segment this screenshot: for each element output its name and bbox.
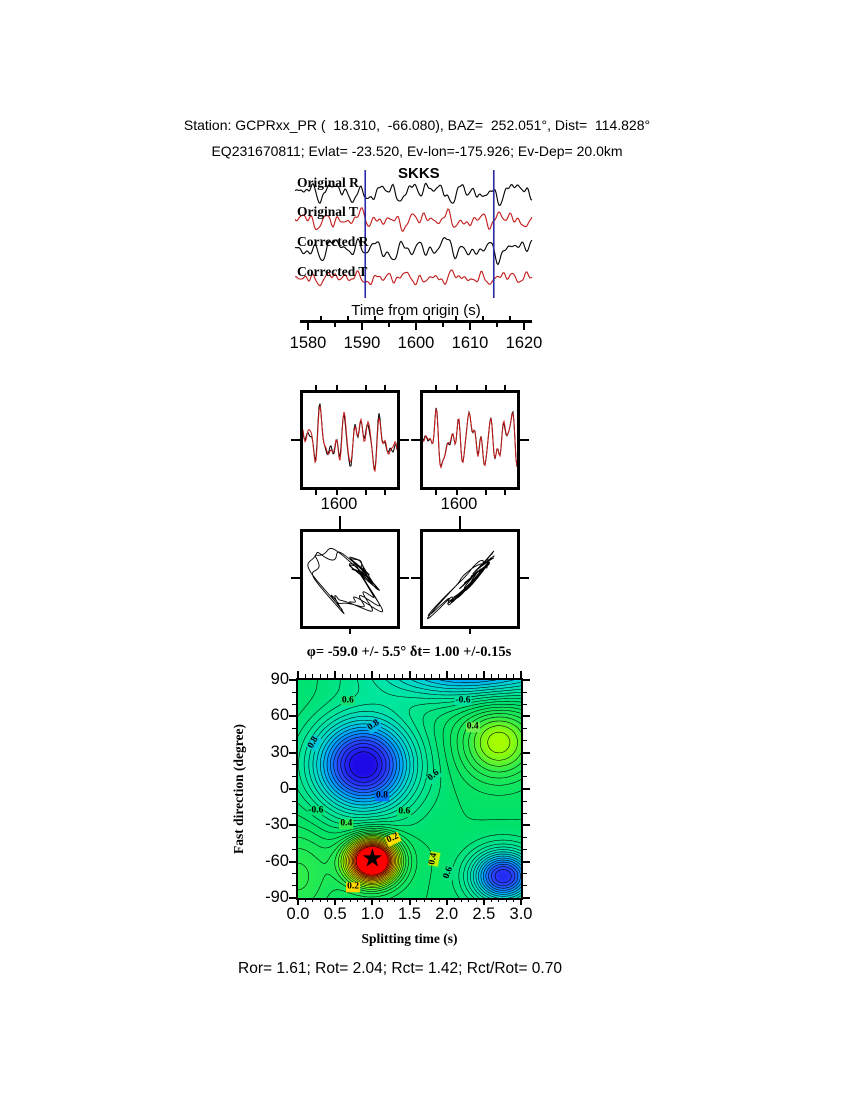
- tick-mark: [292, 776, 296, 777]
- tick-mark: [292, 837, 296, 838]
- tick-mark: [523, 873, 527, 874]
- tick-mark: [357, 674, 358, 678]
- contour-y-axis-label: Fast direction (degree): [231, 724, 246, 854]
- tick-mark: [335, 898, 336, 902]
- tick-mark: [335, 674, 336, 678]
- tick-mark: [431, 674, 432, 678]
- tick-mark: [292, 825, 296, 826]
- contour-x-tick-label: 2.5: [472, 905, 496, 923]
- tick-mark: [364, 674, 365, 678]
- contour-x-tick-label: 3.0: [509, 905, 533, 923]
- tick-mark: [523, 861, 527, 862]
- tick-mark: [523, 680, 527, 681]
- tick-mark: [400, 439, 409, 441]
- phase-label: SKKS: [398, 165, 440, 182]
- tick-mark: [387, 898, 388, 902]
- tick-mark: [469, 629, 471, 634]
- tick-mark: [469, 323, 471, 330]
- tick-mark: [483, 674, 484, 678]
- contour-value-label: 0.8: [376, 790, 388, 801]
- tick-mark: [521, 674, 522, 678]
- tick-mark: [424, 898, 425, 902]
- tick-mark: [456, 385, 458, 390]
- tick-mark: [292, 728, 296, 729]
- tick-mark: [292, 704, 296, 705]
- tick-mark: [435, 385, 437, 390]
- particle-motion-plot-uncorrected: [303, 532, 397, 626]
- tick-mark: [523, 764, 527, 765]
- tick-mark: [521, 898, 522, 902]
- tick-mark: [387, 674, 388, 678]
- tick-mark: [361, 323, 363, 330]
- contour-y-tick-label: -90: [265, 888, 289, 906]
- contour-y-tick-label: 30: [270, 742, 289, 761]
- contour-y-tick-label: 90: [270, 670, 289, 688]
- trace-label-original-r: Original R: [297, 175, 359, 190]
- time-axis-tick-label: 1600: [397, 334, 435, 352]
- tick-mark: [292, 716, 296, 717]
- tick-mark: [523, 323, 525, 330]
- tick-mark: [415, 323, 417, 330]
- tick-mark: [523, 740, 527, 741]
- contour-y-tick-label: -30: [265, 815, 289, 834]
- tick-mark: [372, 898, 373, 902]
- tick-mark: [468, 898, 469, 902]
- contour-x-axis-label: Splitting time (s): [361, 931, 458, 946]
- best-solution-star-icon: ★: [361, 844, 384, 873]
- time-axis-tick-label: 1620: [505, 334, 543, 352]
- tick-mark: [292, 861, 296, 862]
- tick-mark: [402, 898, 403, 902]
- tick-mark: [435, 490, 437, 495]
- tick-mark: [350, 898, 351, 902]
- time-axis-tick-label: 1610: [451, 334, 489, 352]
- contour-value-label: 0.8: [365, 717, 382, 733]
- particle-motion-box-corrected: [420, 529, 520, 629]
- tick-mark: [523, 789, 527, 790]
- waveform-comparison-box-corrected: [420, 390, 520, 490]
- tick-mark: [523, 716, 527, 717]
- tick-mark: [409, 898, 410, 902]
- contour-y-tick-label: 0: [279, 779, 289, 797]
- tick-mark: [416, 674, 417, 678]
- tick-mark: [305, 898, 306, 902]
- contour-frame: [296, 678, 523, 900]
- trace-label-original-t: Original T: [297, 204, 358, 219]
- tick-mark: [461, 674, 462, 678]
- tick-mark: [523, 813, 527, 814]
- tick-mark: [384, 385, 386, 390]
- error-surface-contour-plot: [298, 680, 521, 898]
- comparison-tick-label-left: 1600: [320, 495, 358, 513]
- tick-mark: [513, 674, 514, 678]
- tick-mark: [409, 674, 410, 678]
- contour-y-tick-label: -60: [265, 851, 289, 870]
- tick-mark: [339, 516, 341, 529]
- tick-mark: [523, 885, 527, 886]
- tick-mark: [342, 898, 343, 902]
- contour-value-label: 0.8: [306, 734, 321, 751]
- tick-mark: [315, 490, 317, 495]
- tick-mark: [454, 674, 455, 678]
- tick-mark: [292, 801, 296, 802]
- contour-x-tick-label: 1.5: [398, 905, 421, 923]
- tick-mark: [400, 577, 409, 579]
- tick-mark: [298, 898, 299, 902]
- contour-value-label: 0.6: [441, 865, 455, 880]
- tick-mark: [476, 898, 477, 902]
- contour-value-label: 0.2: [385, 830, 401, 846]
- tick-mark: [442, 323, 444, 327]
- tick-mark: [523, 837, 527, 838]
- tick-mark: [520, 577, 529, 579]
- tick-mark: [327, 898, 328, 902]
- tick-mark: [483, 898, 484, 902]
- tick-mark: [292, 898, 296, 899]
- contour-value-label: 0.4: [466, 721, 479, 732]
- particle-motion-plot-corrected: [423, 532, 517, 626]
- tick-mark: [292, 752, 296, 753]
- event-info-line: EQ231670811; Evlat= -23.520, Ev-lon=-175.926; Ev-Dep= 20.0km: [211, 143, 623, 159]
- tick-mark: [372, 674, 373, 678]
- tick-mark: [320, 674, 321, 678]
- tick-mark: [439, 674, 440, 678]
- tick-mark: [496, 323, 498, 327]
- tick-mark: [523, 849, 527, 850]
- tick-mark: [523, 692, 527, 693]
- tick-mark: [312, 898, 313, 902]
- contour-value-label: 0.2: [347, 881, 359, 892]
- contour-value-label: 0.4: [427, 852, 440, 866]
- tick-mark: [459, 516, 461, 529]
- tick-mark: [476, 674, 477, 678]
- goodness-stats-line: Ror= 1.61; Rot= 2.04; Rct= 1.42; Rct/Rot= 0.70: [238, 960, 562, 977]
- tick-mark: [523, 898, 527, 899]
- contour-result-title: φ= -59.0 +/- 5.5° δt= 1.00 +/-0.15s: [306, 644, 512, 660]
- tick-mark: [416, 898, 417, 902]
- contour-value-label: 0.6: [425, 767, 442, 783]
- tick-mark: [291, 577, 300, 579]
- tick-mark: [312, 674, 313, 678]
- tick-mark: [468, 674, 469, 678]
- tick-mark: [292, 849, 296, 850]
- tick-mark: [292, 885, 296, 886]
- time-axis-tick-label: 1580: [289, 334, 327, 352]
- contour-value-label: -0.6: [455, 694, 471, 705]
- tick-mark: [384, 490, 386, 495]
- tick-mark: [523, 752, 527, 753]
- tick-mark: [491, 674, 492, 678]
- tick-mark: [439, 898, 440, 902]
- tick-mark: [491, 898, 492, 902]
- tick-mark: [394, 898, 395, 902]
- tick-mark: [411, 577, 420, 579]
- contour-value-label: 0.4: [340, 818, 353, 829]
- tick-mark: [498, 898, 499, 902]
- tick-mark: [523, 728, 527, 729]
- contour-value-label: 0.6: [341, 694, 354, 705]
- tick-mark: [292, 873, 296, 874]
- tick-mark: [402, 674, 403, 678]
- tick-mark: [504, 385, 506, 390]
- contour-x-tick-label: 0.5: [323, 905, 347, 923]
- tick-mark: [485, 385, 487, 390]
- tick-mark: [506, 898, 507, 902]
- tick-mark: [336, 490, 338, 495]
- tick-mark: [320, 898, 321, 902]
- waveform-comparison-plot-corrected: [423, 393, 517, 487]
- trace-label-corrected-r: Corrected R: [297, 234, 369, 249]
- time-axis-title: Time from origin (s): [351, 302, 481, 319]
- tick-mark: [379, 898, 380, 902]
- comparison-tick-label-right: 1600: [440, 495, 478, 513]
- contour-x-tick-label: 1.0: [360, 905, 384, 923]
- tick-mark: [523, 801, 527, 802]
- tick-mark: [454, 898, 455, 902]
- station-info-line: Station: GCPRxx_PR ( 18.310, -66.080), BAZ= 252.051°, Dist= 114.828°: [183, 117, 651, 133]
- tick-mark: [446, 898, 447, 902]
- tick-mark: [523, 776, 527, 777]
- tick-mark: [327, 674, 328, 678]
- trace-label-corrected-t: Corrected T: [297, 264, 368, 279]
- tick-mark: [292, 764, 296, 765]
- tick-mark: [334, 323, 336, 327]
- tick-mark: [336, 385, 338, 390]
- tick-mark: [388, 323, 390, 327]
- tick-mark: [424, 674, 425, 678]
- contour-x-tick-label: 0.0: [286, 905, 310, 923]
- tick-mark: [292, 740, 296, 741]
- contour-y-tick-label: 60: [270, 706, 289, 725]
- tick-mark: [411, 439, 420, 441]
- tick-mark: [357, 898, 358, 902]
- tick-mark: [523, 825, 527, 826]
- tick-mark: [315, 385, 317, 390]
- tick-mark: [506, 674, 507, 678]
- tick-mark: [365, 490, 367, 495]
- tick-mark: [292, 680, 296, 681]
- tick-mark: [298, 674, 299, 678]
- tick-mark: [520, 439, 529, 441]
- waveform-comparison-box-uncorrected: [300, 390, 400, 490]
- tick-mark: [349, 629, 351, 634]
- tick-mark: [461, 898, 462, 902]
- tick-mark: [342, 674, 343, 678]
- contour-value-label: 0.6: [398, 806, 411, 817]
- tick-mark: [456, 490, 458, 495]
- tick-mark: [307, 323, 309, 330]
- particle-motion-box-uncorrected: [300, 529, 400, 629]
- tick-mark: [365, 385, 367, 390]
- tick-mark: [364, 898, 365, 902]
- tick-mark: [498, 674, 499, 678]
- tick-mark: [523, 704, 527, 705]
- tick-mark: [292, 813, 296, 814]
- tick-mark: [446, 674, 447, 678]
- tick-mark: [292, 789, 296, 790]
- tick-mark: [504, 490, 506, 495]
- contour-value-label: -0.6: [308, 805, 324, 816]
- tick-mark: [485, 490, 487, 495]
- tick-mark: [513, 898, 514, 902]
- tick-mark: [291, 439, 300, 441]
- tick-mark: [379, 674, 380, 678]
- time-axis-tick-label: 1590: [343, 334, 381, 352]
- tick-mark: [292, 692, 296, 693]
- contour-x-tick-label: 2.0: [435, 905, 459, 923]
- tick-mark: [350, 674, 351, 678]
- tick-mark: [394, 674, 395, 678]
- tick-mark: [305, 674, 306, 678]
- tick-mark: [431, 898, 432, 902]
- waveform-comparison-plot-uncorrected: [303, 393, 397, 487]
